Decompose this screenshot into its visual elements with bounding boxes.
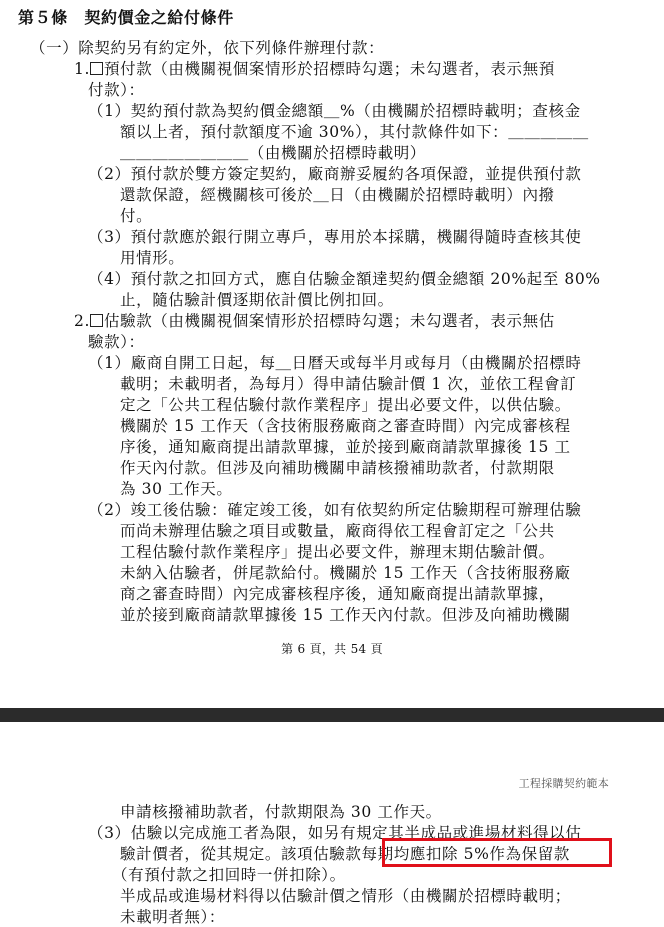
sub-2-1-cont2: 定之「公共工程估驗付款作業程序」提出必要文件，以供估驗。 (120, 396, 571, 414)
article-title: 第５條 契約價金之給付條件 (18, 8, 234, 27)
sub-2-1-cont4: 序後，通知廠商提出請款單據，並於接到廠商請款單據後 15 工 (120, 438, 571, 456)
retention-highlight-box (382, 838, 612, 867)
page-header: 工程採購契約範本 (518, 777, 609, 790)
sub-2-1: （1）廠商自開工日起，每＿日曆天或每半月或每月（由機關於招標時 (88, 354, 582, 372)
clause-intro: （一）除契約另有約定外，依下列條件辦理付款： (30, 39, 385, 57)
p2-sub-3-cont2: （有預付款之扣回時一併扣除）。 (112, 866, 346, 884)
item-1-cont: 付款）： (88, 81, 145, 99)
item-2-heading (74, 311, 555, 331)
sub-1-1-cont: 額以上者，預付款額度不逾 30%），其付款條件如下：＿＿＿＿＿ (120, 123, 589, 141)
item-2-number: 2. (74, 312, 90, 330)
item-2-cont: 驗款）： (88, 333, 145, 351)
item-1-heading (74, 59, 555, 79)
sub-2-2-cont5: 並於接到廠商請款單據後 15 工作天內付款。但涉及向補助機關 (120, 606, 571, 624)
sub-1-2: （2）預付款於雙方簽定契約，廠商辦妥履約各項保證，並提供預付款 (88, 165, 582, 183)
sub-1-3-cont: 用情形。 (120, 249, 185, 267)
sub-2-1-cont3: 機關於 15 工作天（含技術服務廠商之審查時間）內完成審核程 (120, 417, 571, 435)
item-1-number: 1. (74, 60, 90, 78)
sub-2-2-cont3: 未納入估驗者，併尾款給付。機關於 15 工作天（含技術服務廠 (120, 564, 571, 582)
progress-payment-checkbox[interactable] (90, 314, 103, 327)
sub-1-4: （4）預付款之扣回方式，應自估驗金額達契約價金總額 20%起至 80% (88, 270, 601, 288)
sub-2-2-cont4: 商之審查時間）內完成審核程序後，通知廠商提出請款單據， (120, 585, 555, 603)
p2-materials: 半成品或進場材料得以估驗計價之情形（由機關於招標時載明； (120, 887, 571, 905)
sub-1-4-cont: 止，隨估驗計價逐期依計價比例扣回。 (120, 291, 394, 309)
p2-line-1: 申請核撥補助款者，付款期限為 30 工作天。 (120, 803, 442, 821)
page-separator (0, 708, 664, 722)
p2-sub-3: （3）估驗以完成施工者為限，如另有規定其半成品或進場材料得以估 (88, 824, 582, 842)
p2-materials-cont: 未載明者無）： (120, 908, 225, 926)
sub-2-2: （2）竣工後估驗：確定竣工後，如有依契約所定估驗期程可辦理估驗 (88, 501, 582, 519)
sub-2-1-cont5: 作天內付款。但涉及向補助機關申請核撥補助款者，付款期限 (120, 459, 555, 477)
sub-2-1-cont1: 載明；未載明者，為每月）得申請估驗計價 1 次，並依工程會訂 (120, 375, 577, 393)
sub-1-2-cont: 還款保證，經機關核可後於＿日（由機關於招標時載明）內撥 (120, 186, 555, 204)
sub-1-1-cont2: ＿＿＿＿＿＿＿＿（由機關於招標時載明） (120, 144, 426, 162)
p2-sub-3-cont: 驗計價者，從其規定。該項估驗款每期均應扣除 5%作為保留款 (120, 845, 570, 863)
sub-1-1: （1）契約預付款為契約價金總額＿%（由機關於招標時載明；查核金 (88, 102, 581, 120)
sub-2-2-cont2: 工程估驗付款作業程序」提出必要文件，辦理末期估驗計價。 (120, 543, 555, 561)
item-2-text: 估驗款（由機關視個案情形於招標時勾選；未勾選者，表示無估 (104, 312, 555, 330)
sub-2-1-cont6: 為 30 工作天。 (120, 480, 233, 498)
item-1-text: 預付款（由機關視個案情形於招標時勾選；未勾選者，表示無預 (104, 60, 555, 78)
page-footer: 第 6 頁，共 54 頁 (281, 642, 383, 656)
sub-1-3: （3）預付款應於銀行開立專戶，專用於本採購，機關得隨時查核其使 (88, 228, 582, 246)
prepayment-checkbox[interactable] (90, 62, 103, 75)
sub-2-2-cont1: 而尚未辦理估驗之項目或數量，廠商得依工程會訂定之「公共 (120, 522, 555, 540)
sub-1-2-cont2: 付。 (120, 207, 153, 225)
